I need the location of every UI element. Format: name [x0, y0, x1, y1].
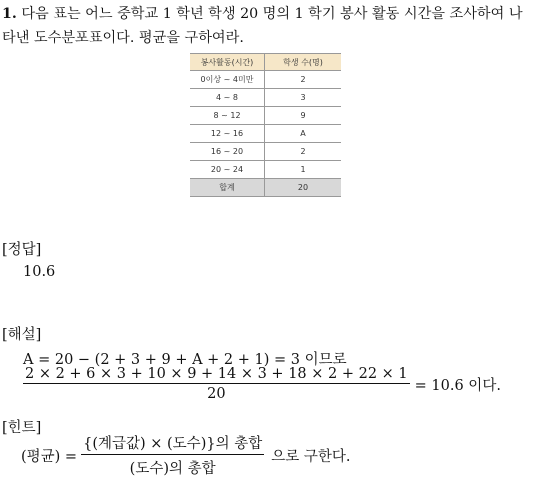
table-cell: 2: [265, 71, 342, 89]
table-row: [190, 89, 341, 107]
answer-label: [정답]: [2, 242, 42, 258]
hint-formula-row: [21, 432, 350, 478]
fraction-denominator: 20: [207, 386, 226, 402]
hint-lhs: (평균) =: [21, 448, 78, 465]
table-cell: 12 ~ 16: [190, 125, 265, 143]
fraction-denominator: (도수)의 총합: [129, 461, 216, 477]
table-row: [190, 107, 341, 125]
table-cell: 20 ~ 24: [190, 161, 265, 179]
table-row: [190, 161, 341, 179]
table-cell: 3: [265, 89, 342, 107]
solution-result: = 10.6 이다.: [414, 377, 501, 394]
question: [2, 2, 530, 50]
table-cell: 1: [265, 161, 342, 179]
table-cell: 16 ~ 20: [190, 143, 265, 161]
hint-label: [힌트]: [2, 420, 42, 436]
table-total-row: [190, 179, 341, 197]
fraction-numerator: {(계급값) × (도수)}의 총합: [81, 432, 264, 455]
question-text: 다음 표는 어느 중학교 1 학년 학생 20 명의 1 학기 봉사 활동 시간을 조사하여 나타낸 도수분포표이다. 평균을 구하여라.: [2, 6, 523, 46]
table-row: [190, 125, 341, 143]
table-cell: 2: [265, 143, 342, 161]
table-cell: 8 ~ 12: [190, 107, 265, 125]
fraction-numerator: 2 × 2 + 6 × 3 + 10 × 9 + 14 × 3 + 18 × 2 + 22 × 1: [25, 366, 408, 382]
table-header: 봉사활동(시간): [190, 54, 265, 71]
table-row: [190, 143, 341, 161]
hint-suffix: 으로 구한다.: [271, 448, 351, 465]
table-row: [190, 71, 341, 89]
solution-fraction-row: [23, 366, 501, 402]
question-number: 1.: [2, 6, 17, 22]
table-cell: 20: [265, 179, 342, 197]
solution-line: A = 20 − (2 + 3 + 9 + A + 2 + 1) = 3 이므로: [23, 352, 347, 368]
solution-label: [해설]: [2, 327, 42, 343]
table-cell: A: [265, 125, 342, 143]
frequency-table: [190, 53, 341, 197]
table-cell: 0이상 ~ 4미만: [190, 71, 265, 89]
table-header: 학생 수(명): [265, 54, 342, 71]
solution-fraction: [23, 366, 410, 402]
table-cell: 9: [265, 107, 342, 125]
table-cell: 4 ~ 8: [190, 89, 265, 107]
table-cell: 합계: [190, 179, 265, 197]
answer-value: 10.6: [23, 264, 56, 280]
table-header-row: [190, 54, 341, 71]
hint-fraction: [81, 432, 264, 478]
